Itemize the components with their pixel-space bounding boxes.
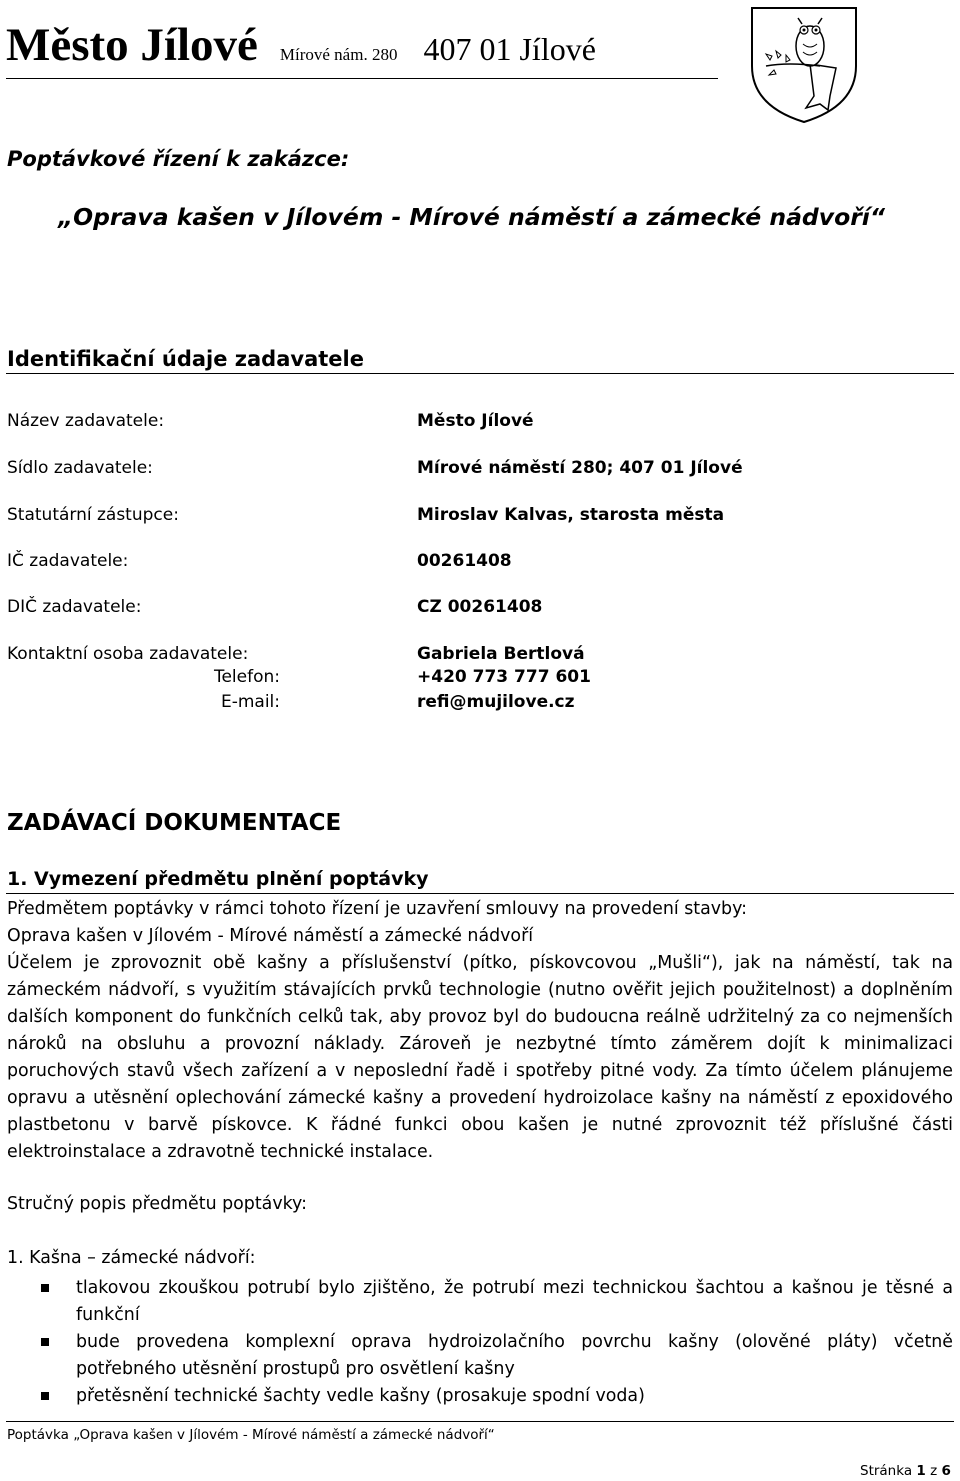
label-email: E-mail: — [220, 692, 280, 712]
list-item — [7, 1383, 953, 1410]
brief-heading: Stručný popis předmětu poptávky: — [7, 1194, 307, 1214]
request-title: „Oprava kašen v Jílovém - Mírové náměstí a zámecké nádvoří“ — [58, 203, 885, 231]
section1-paragraph: Účelem je zprovoznit obě kašny a příslušenství (pítko, pískovcovou „Mušli“), jak na náměstí, tak na zámeckém nádvoří, s využitím stávajících prvků technologie (nutno ověřit jejich použitelnost) a doplněním dalších komponent do funkčních celků tak, aby provoz byl do budoucna reálně udržitelný za co nejmenších nároků na obsluhu a provozní náklady. Zároveň je nezbytné tímto záměrem dojít k minimalizaci poruchových stavů všech zařízení a v neposlední řadě i spotřeby pitné vody. Za tímto účelem plánujeme opravu a utěsnění oplechování zámecké kašny a provedení hydroizolace kašny na náměstí z epoxidového plastbetonu v barvě pískovce. K řádné funkci obou kašen je nutné zprovoznit též příslušné části elektroinstalace a zdravotně technické instalace. — [7, 953, 953, 1162]
value-seat: Mírové náměstí 280; 407 01 Jílové — [417, 458, 743, 478]
label-dic: DIČ zadavatele: — [7, 597, 142, 617]
page-word: Stránka — [860, 1463, 913, 1479]
section1-line: Oprava kašen v Jílovém - Mírové náměstí a zámecké nádvoří — [7, 926, 534, 946]
town-name: Město Jílové — [6, 19, 258, 71]
item1-bullets — [7, 1275, 953, 1410]
page-number — [860, 1463, 951, 1479]
bullet-square-icon — [41, 1338, 49, 1346]
bullet-text: přetěsnění technické šachty vedle kašny (prosakuje spodní voda) — [76, 1386, 645, 1406]
value-ic: 00261408 — [417, 551, 512, 571]
header-rule — [6, 78, 718, 79]
identification-rule — [6, 373, 954, 374]
section1-line: Předmětem poptávky v rámci tohoto řízení je uzavření smlouvy na provedení stavby: — [7, 899, 747, 919]
label-ic: IČ zadavatele: — [7, 551, 129, 571]
request-heading: Poptávkové řízení k zakázce: — [7, 147, 350, 171]
document-header — [6, 18, 596, 78]
value-dic: CZ 00261408 — [417, 597, 543, 617]
section1-body — [7, 896, 953, 1166]
footer-text: Poptávka „Oprava kašen v Jílovém - Mírové náměstí a zámecké nádvoří“ — [7, 1427, 495, 1443]
section1-rule — [6, 893, 954, 894]
page-of: z — [930, 1463, 938, 1479]
bullet-text: bude provedena komplexní oprava hydroizolačního povrchu kašny (olověné pláty) včetně potřebného utěsnění prostupů pro osvětlení kašny — [76, 1332, 953, 1379]
value-email: refi@mujilove.cz — [417, 692, 575, 712]
bullet-square-icon — [41, 1392, 49, 1400]
footer-rule — [6, 1421, 954, 1422]
page-current: 1 — [916, 1463, 926, 1479]
documentation-heading: ZADÁVACÍ DOKUMENTACE — [7, 810, 342, 836]
value-phone: +420 773 777 601 — [417, 667, 591, 687]
page-total: 6 — [941, 1463, 951, 1479]
identification-heading: Identifikační údaje zadavatele — [7, 347, 364, 371]
section1-heading: 1. Vymezení předmětu plnění poptávky — [7, 868, 429, 890]
label-seat: Sídlo zadavatele: — [7, 458, 153, 478]
label-contact: Kontaktní osoba zadavatele: — [7, 644, 249, 664]
list-item — [7, 1329, 953, 1383]
value-contact-name: Gabriela Bertlová — [417, 644, 585, 664]
label-statutory: Statutární zástupce: — [7, 505, 179, 525]
label-phone: Telefon: — [213, 667, 280, 687]
address-city: 407 01 Jílové — [423, 31, 596, 67]
value-statutory: Miroslav Kalvas, starosta města — [417, 505, 725, 525]
coat-of-arms — [748, 4, 860, 126]
bullet-square-icon — [41, 1284, 49, 1292]
list-item — [7, 1275, 953, 1329]
owl-coat-of-arms-icon — [748, 4, 860, 126]
value-name: Město Jílové — [417, 411, 534, 431]
bullet-text: tlakovou zkouškou potrubí bylo zjištěno, že potrubí mezi technickou šachtou a kašnou je těsné a funkční — [76, 1278, 953, 1325]
label-name: Název zadavatele: — [7, 411, 165, 431]
item1-heading: 1. Kašna – zámecké nádvoří: — [7, 1248, 256, 1268]
address-square: Mírové nám. 280 — [279, 45, 398, 64]
